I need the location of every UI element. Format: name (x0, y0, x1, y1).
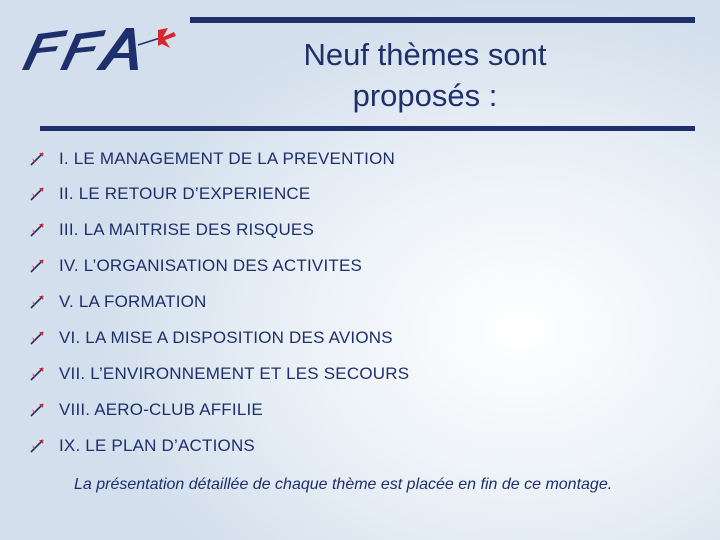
plane-arrow-bullet-icon (30, 295, 44, 309)
list-item (30, 326, 393, 350)
list-item (30, 362, 409, 386)
list-item-label: II. LE RETOUR D’EXPERIENCE (59, 184, 311, 203)
list-item-label: VI. LA MISE A DISPOSITION DES AVIONS (59, 328, 393, 347)
plane-arrow-bullet-icon (30, 403, 44, 417)
list-item-label: V. LA FORMATION (59, 292, 207, 311)
list-item (30, 218, 314, 242)
list-item-label: VII. L’ENVIRONNEMENT ET LES SECOURS (59, 364, 410, 383)
list-item-label: IX. LE PLAN D’ACTIONS (59, 436, 255, 455)
top-rule (190, 17, 695, 23)
list-item (30, 290, 207, 314)
ffa-logo (8, 8, 190, 78)
plane-arrow-bullet-icon (30, 331, 44, 345)
plane-arrow-bullet-icon (30, 439, 44, 453)
plane-arrow-bullet-icon (30, 187, 44, 201)
list-item-label: I. LE MANAGEMENT DE LA PREVENTION (59, 149, 395, 168)
list-item-label: VIII. AERO-CLUB AFFILIE (59, 400, 263, 419)
list-item (30, 254, 362, 278)
list-item (30, 147, 395, 171)
plane-arrow-bullet-icon (30, 152, 44, 166)
list-item-label: III. LA MAITRISE DES RISQUES (59, 220, 314, 239)
slide-title (240, 34, 610, 116)
plane-arrow-bullet-icon (30, 223, 44, 237)
title-line-2: proposés : (352, 78, 498, 113)
list-item (30, 434, 255, 458)
plane-arrow-bullet-icon (30, 367, 44, 381)
list-item (30, 182, 310, 206)
list-item (30, 398, 263, 422)
title-divider (40, 126, 695, 131)
plane-arrow-bullet-icon (30, 259, 44, 273)
footnote: La présentation détaillée de chaque thème est placée en fin de ce montage. (74, 476, 613, 493)
title-line-1: Neuf thèmes sont (303, 37, 547, 72)
list-item-label: IV. L’ORGANISATION DES ACTIVITES (59, 256, 363, 275)
